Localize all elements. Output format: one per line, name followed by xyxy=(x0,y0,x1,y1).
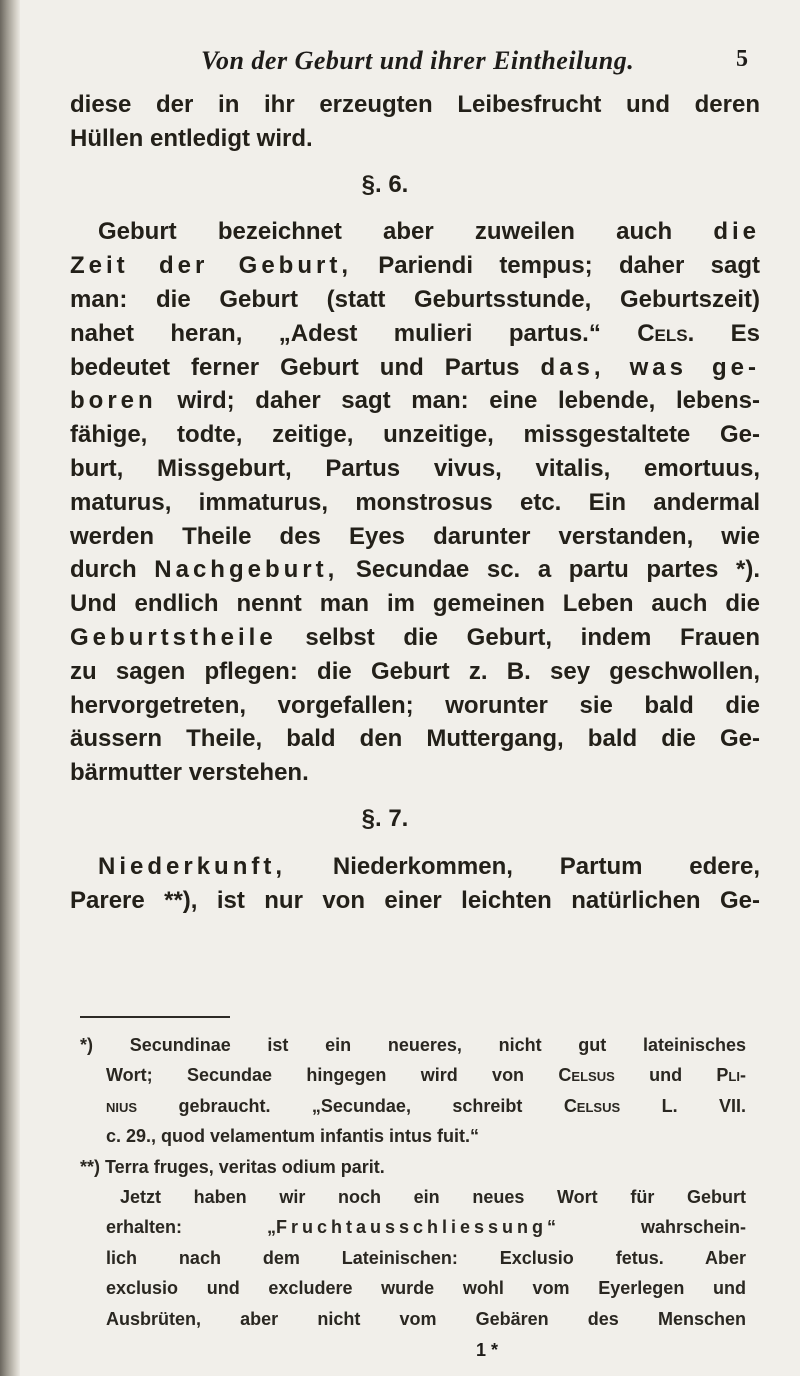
body-text xyxy=(70,88,760,917)
text-line: äussern Theile, bald den Muttergang, bald die Ge- xyxy=(70,725,760,753)
text-line: Parere **), ist nur von einer leichten natürlichen Ge- xyxy=(70,886,760,914)
text-line: man: die Geburt (statt Geburtsstunde, Geburtszeit) xyxy=(70,285,760,313)
text-line: hervorgetreten, vorgefallen; worunter sie bald die xyxy=(70,691,760,719)
section-heading-7: §. 7. xyxy=(361,804,409,832)
text-line: Und endlich nennt man im gemeinen Leben auch die xyxy=(70,590,760,618)
author-name: Cels. xyxy=(637,319,695,347)
text-line: fähige, todte, zeitige, unzeitige, missgestaltete Ge- xyxy=(70,421,760,449)
author-name: Pli- xyxy=(716,1065,746,1086)
footnote-line: nius gebraucht. „Secundae, schreibt Celsus L. VII. xyxy=(106,1095,746,1116)
section-heading-6: §. 6. xyxy=(361,170,409,198)
signature-mark: 1 * xyxy=(476,1340,499,1360)
text-line: nahet heran, „Adest mulieri partus.“ Cels. Es xyxy=(70,319,760,347)
spaced-term: boren xyxy=(70,387,157,415)
text-line: Geburt bezeichnet aber zuweilen auch die xyxy=(98,218,760,246)
text-line: bärmutter verstehen. xyxy=(70,759,309,787)
text-line: durch Nachgeburt, Secundae sc. a partu partes *). xyxy=(70,556,760,584)
text-line: diese der in ihr erzeugten Leibesfrucht und deren xyxy=(70,91,760,118)
text-line: burt, Missgeburt, Partus vivus, vitalis, emortuus, xyxy=(70,454,760,482)
spaced-term: das, was ge- xyxy=(540,353,760,381)
text-line: Zeit der Geburt, Pariendi tempus; daher sagt xyxy=(70,252,760,280)
spaced-term: Geburtstheile xyxy=(70,623,277,651)
author-name: Celsus xyxy=(563,1095,621,1116)
footnote-line: **) Terra fruges, veritas odium parit. xyxy=(80,1156,385,1177)
footnote-line: lich nach dem Lateinischen: Exclusio fetus. Aber xyxy=(106,1247,746,1268)
footnote-line: Wort; Secundae hingegen wird von Celsus und Pli- xyxy=(106,1065,746,1086)
running-head xyxy=(56,46,756,80)
text-line: Niederkunft, Niederkommen, Partum edere, xyxy=(98,852,760,880)
spaced-term: Nachgeburt, xyxy=(154,556,339,584)
footnote-line: erhalten: „Fruchtausschliessung“ wahrschein- xyxy=(106,1217,746,1238)
spaced-term: die xyxy=(713,218,760,246)
footnote-rule xyxy=(80,1016,230,1018)
author-name: nius xyxy=(106,1095,138,1116)
text-line: Hüllen entledigt wird. xyxy=(70,124,313,152)
text-line: zu sagen pflegen: die Geburt z. B. sey geschwollen, xyxy=(70,657,760,685)
spaced-term: Niederkunft, xyxy=(98,852,287,880)
text-line: werden Theile des Eyes darunter verstanden, wie xyxy=(70,522,760,550)
page-number: 5 xyxy=(736,46,748,72)
text-line: boren wird; daher sagt man: eine lebende, lebens- xyxy=(70,387,760,415)
author-name: Celsus xyxy=(558,1065,615,1086)
text-line: bedeutet ferner Geburt und Partus das, was ge- xyxy=(70,353,760,381)
footnotes xyxy=(80,1030,746,1334)
text-line: Geburtstheile selbst die Geburt, indem Frauen xyxy=(70,623,760,651)
spaced-term: Zeit der Geburt, xyxy=(70,252,352,280)
footnote-line: exclusio und excludere wurde wohl vom Eyerlegen und xyxy=(106,1278,746,1299)
footnote-line: c. 29., quod velamentum infantis intus fuit.“ xyxy=(106,1126,480,1147)
footnote-line: *) Secundinae ist ein neueres, nicht gut lateinisches xyxy=(80,1035,746,1055)
footnote-line: Ausbrüten, aber nicht vom Gebären des Menschen xyxy=(106,1308,746,1329)
book-spine-shadow xyxy=(0,0,20,1376)
spaced-term: Fruchtausschliessung xyxy=(275,1217,548,1238)
running-head-title: Von der Geburt und ihrer Eintheilung. xyxy=(201,46,635,75)
footnote-line: Jetzt haben wir noch ein neues Wort für Geburt xyxy=(120,1186,746,1207)
text-line: maturus, immaturus, monstrosus etc. Ein andermal xyxy=(70,488,760,516)
